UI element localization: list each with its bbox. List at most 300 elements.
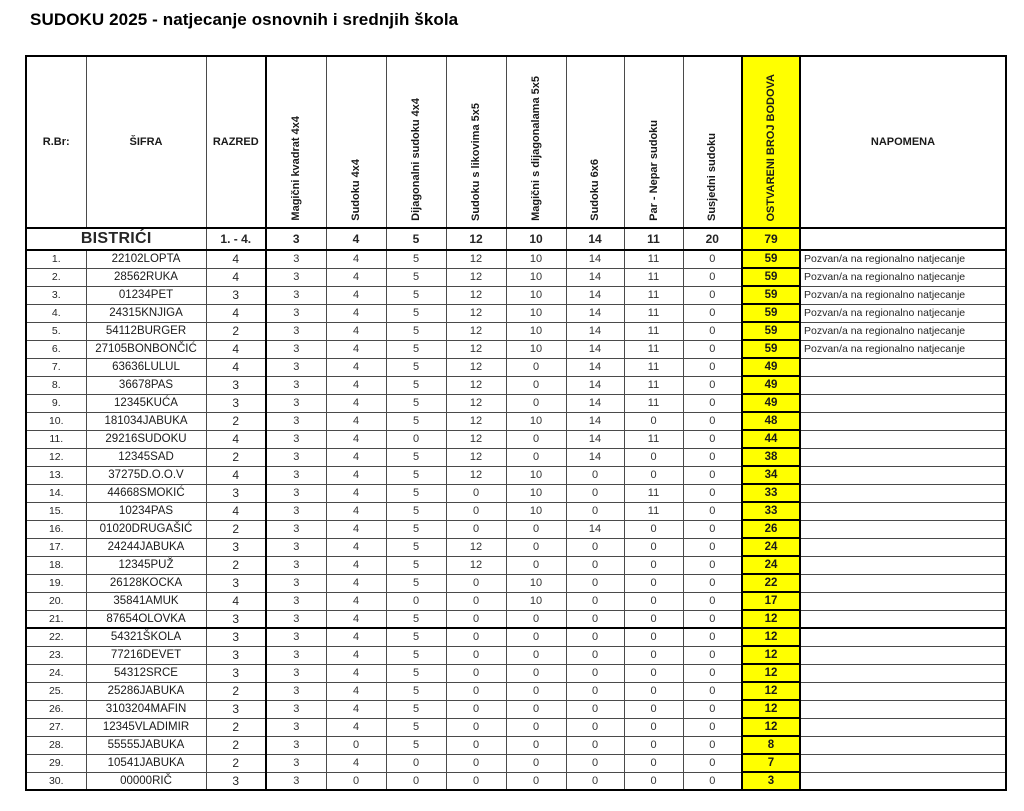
cell-puzzle-score: 3 bbox=[266, 736, 326, 754]
table-row bbox=[26, 718, 1006, 736]
cell-puzzle-score: 0 bbox=[566, 466, 624, 484]
cell-total: 12 bbox=[742, 646, 800, 664]
cell-puzzle-score: 5 bbox=[386, 610, 446, 628]
cell-puzzle-score: 14 bbox=[566, 322, 624, 340]
cell-puzzle-score: 0 bbox=[683, 610, 742, 628]
cell-napomena bbox=[800, 592, 1006, 610]
cell-puzzle-score: 0 bbox=[386, 772, 446, 790]
cell-puzzle-score: 0 bbox=[446, 484, 506, 502]
cell-puzzle-score: 3 bbox=[266, 682, 326, 700]
cell-rbr: 2. bbox=[26, 268, 86, 286]
cell-total: 59 bbox=[742, 268, 800, 286]
cell-puzzle-score: 3 bbox=[266, 502, 326, 520]
cell-puzzle-score: 4 bbox=[326, 574, 386, 592]
cell-napomena: Pozvan/a na regionalno natjecanje bbox=[800, 268, 1006, 286]
cell-puzzle-score: 14 bbox=[566, 304, 624, 322]
cell-razred: 3 bbox=[206, 394, 266, 412]
cell-puzzle-score: 0 bbox=[446, 718, 506, 736]
cell-total: 33 bbox=[742, 484, 800, 502]
table-row bbox=[26, 736, 1006, 754]
cell-napomena bbox=[800, 700, 1006, 718]
cell-puzzle-score: 12 bbox=[446, 394, 506, 412]
cell-puzzle-score: 0 bbox=[683, 502, 742, 520]
cell-puzzle-score: 0 bbox=[683, 466, 742, 484]
cell-puzzle-score: 0 bbox=[624, 556, 683, 574]
cell-puzzle-score: 0 bbox=[624, 574, 683, 592]
header-puzzle-1: Magični kvadrat 4x4 bbox=[266, 56, 326, 228]
header-puzzle-5: Magični s dijagonalama 5x5 bbox=[506, 56, 566, 228]
cell-total: 59 bbox=[742, 286, 800, 304]
cell-puzzle-score: 0 bbox=[506, 538, 566, 556]
cell-rbr: 23. bbox=[26, 646, 86, 664]
cell-razred: 3 bbox=[206, 610, 266, 628]
table-row bbox=[26, 340, 1006, 358]
table-row bbox=[26, 538, 1006, 556]
cell-puzzle-score: 0 bbox=[624, 610, 683, 628]
cell-razred: 2 bbox=[206, 556, 266, 574]
cell-puzzle-score: 12 bbox=[446, 250, 506, 268]
cell-razred: 2 bbox=[206, 736, 266, 754]
cell-rbr: 3. bbox=[26, 286, 86, 304]
cell-puzzle-score: 5 bbox=[386, 304, 446, 322]
table-row bbox=[26, 664, 1006, 682]
cell-total: 12 bbox=[742, 718, 800, 736]
cell-puzzle-score: 5 bbox=[386, 574, 446, 592]
cell-napomena bbox=[800, 466, 1006, 484]
cell-puzzle-score: 11 bbox=[624, 430, 683, 448]
table-row bbox=[26, 592, 1006, 610]
cell-puzzle-score: 4 bbox=[326, 502, 386, 520]
table-row bbox=[26, 448, 1006, 466]
cell-puzzle-score: 4 bbox=[326, 538, 386, 556]
cell-puzzle-score: 0 bbox=[683, 736, 742, 754]
cell-puzzle-score: 0 bbox=[624, 448, 683, 466]
cell-napomena bbox=[800, 556, 1006, 574]
cell-puzzle-score: 0 bbox=[624, 736, 683, 754]
table-row bbox=[26, 484, 1006, 502]
table-row bbox=[26, 646, 1006, 664]
cell-puzzle-score: 0 bbox=[683, 430, 742, 448]
cell-razred: 2 bbox=[206, 718, 266, 736]
cell-puzzle-score: 0 bbox=[446, 592, 506, 610]
cell-puzzle-score: 5 bbox=[386, 250, 446, 268]
cell-total: 49 bbox=[742, 376, 800, 394]
cell-puzzle-score: 0 bbox=[683, 682, 742, 700]
cell-puzzle-score: 0 bbox=[446, 754, 506, 772]
cell-puzzle-score: 3 bbox=[266, 412, 326, 430]
cell-puzzle-score: 11 bbox=[624, 250, 683, 268]
cell-total: 49 bbox=[742, 394, 800, 412]
cell-code: 181034JABUKA bbox=[86, 412, 206, 430]
table-row bbox=[26, 304, 1006, 322]
cell-total: 22 bbox=[742, 574, 800, 592]
cell-total: 8 bbox=[742, 736, 800, 754]
cell-code: 55555JABUKA bbox=[86, 736, 206, 754]
table-row bbox=[26, 520, 1006, 538]
cell-puzzle-score: 14 bbox=[566, 340, 624, 358]
cell-puzzle-score: 0 bbox=[624, 538, 683, 556]
table-row bbox=[26, 394, 1006, 412]
cell-razred: 4 bbox=[206, 592, 266, 610]
cell-puzzle-score: 0 bbox=[624, 664, 683, 682]
cell-rbr: 29. bbox=[26, 754, 86, 772]
cell-total: 48 bbox=[742, 412, 800, 430]
header-puzzle-6: Sudoku 6x6 bbox=[566, 56, 624, 228]
cell-rbr: 11. bbox=[26, 430, 86, 448]
cell-puzzle-score: 5 bbox=[386, 556, 446, 574]
table-row bbox=[26, 358, 1006, 376]
table-row bbox=[26, 574, 1006, 592]
cell-puzzle-score: 0 bbox=[683, 358, 742, 376]
cell-puzzle-score: 4 bbox=[326, 628, 386, 646]
cell-rbr: 28. bbox=[26, 736, 86, 754]
cell-puzzle-score: 11 bbox=[624, 322, 683, 340]
cell-puzzle-score: 0 bbox=[506, 736, 566, 754]
cell-code: 10234PAS bbox=[86, 502, 206, 520]
cell-puzzle-score: 0 bbox=[683, 394, 742, 412]
cell-puzzle-score: 3 bbox=[266, 700, 326, 718]
cell-puzzle-score: 3 bbox=[266, 322, 326, 340]
table-row bbox=[26, 430, 1006, 448]
cell-puzzle-score: 0 bbox=[506, 700, 566, 718]
cell-code: 37275D.O.O.V bbox=[86, 466, 206, 484]
cell-napomena bbox=[800, 538, 1006, 556]
cell-puzzle-score: 14 bbox=[566, 286, 624, 304]
cell-puzzle-score: 4 bbox=[326, 412, 386, 430]
summary-value: 20 bbox=[683, 228, 742, 250]
cell-code: 12345SAD bbox=[86, 448, 206, 466]
cell-razred: 4 bbox=[206, 358, 266, 376]
cell-puzzle-score: 0 bbox=[386, 754, 446, 772]
cell-puzzle-score: 0 bbox=[446, 502, 506, 520]
cell-napomena bbox=[800, 664, 1006, 682]
cell-puzzle-score: 5 bbox=[386, 448, 446, 466]
cell-puzzle-score: 0 bbox=[683, 700, 742, 718]
cell-puzzle-score: 3 bbox=[266, 574, 326, 592]
cell-puzzle-score: 4 bbox=[326, 340, 386, 358]
cell-napomena bbox=[800, 358, 1006, 376]
cell-total: 3 bbox=[742, 772, 800, 790]
cell-puzzle-score: 0 bbox=[683, 538, 742, 556]
cell-razred: 4 bbox=[206, 304, 266, 322]
cell-puzzle-score: 3 bbox=[266, 520, 326, 538]
cell-puzzle-score: 0 bbox=[326, 736, 386, 754]
summary-napomena bbox=[800, 228, 1006, 250]
cell-puzzle-score: 0 bbox=[624, 682, 683, 700]
cell-napomena: Pozvan/a na regionalno natjecanje bbox=[800, 304, 1006, 322]
header-row bbox=[26, 56, 1006, 228]
cell-puzzle-score: 0 bbox=[624, 754, 683, 772]
cell-puzzle-score: 14 bbox=[566, 250, 624, 268]
cell-puzzle-score: 0 bbox=[446, 664, 506, 682]
cell-total: 24 bbox=[742, 538, 800, 556]
cell-rbr: 27. bbox=[26, 718, 86, 736]
cell-code: 27105BONBONČIĆ bbox=[86, 340, 206, 358]
cell-puzzle-score: 0 bbox=[506, 556, 566, 574]
cell-puzzle-score: 0 bbox=[683, 718, 742, 736]
cell-puzzle-score: 14 bbox=[566, 412, 624, 430]
cell-puzzle-score: 0 bbox=[566, 610, 624, 628]
cell-total: 12 bbox=[742, 700, 800, 718]
cell-razred: 3 bbox=[206, 772, 266, 790]
cell-code: 26128KOCKA bbox=[86, 574, 206, 592]
cell-puzzle-score: 10 bbox=[506, 574, 566, 592]
cell-puzzle-score: 5 bbox=[386, 520, 446, 538]
cell-puzzle-score: 11 bbox=[624, 304, 683, 322]
cell-puzzle-score: 0 bbox=[624, 592, 683, 610]
table-row bbox=[26, 610, 1006, 628]
cell-puzzle-score: 0 bbox=[683, 286, 742, 304]
cell-total: 38 bbox=[742, 448, 800, 466]
cell-puzzle-score: 3 bbox=[266, 592, 326, 610]
cell-puzzle-score: 0 bbox=[683, 664, 742, 682]
cell-puzzle-score: 5 bbox=[386, 736, 446, 754]
cell-puzzle-score: 11 bbox=[624, 268, 683, 286]
cell-puzzle-score: 0 bbox=[566, 682, 624, 700]
cell-puzzle-score: 4 bbox=[326, 304, 386, 322]
cell-rbr: 15. bbox=[26, 502, 86, 520]
cell-puzzle-score: 3 bbox=[266, 358, 326, 376]
cell-puzzle-score: 12 bbox=[446, 556, 506, 574]
cell-rbr: 22. bbox=[26, 628, 86, 646]
cell-puzzle-score: 4 bbox=[326, 646, 386, 664]
cell-puzzle-score: 5 bbox=[386, 268, 446, 286]
cell-puzzle-score: 5 bbox=[386, 664, 446, 682]
cell-puzzle-score: 12 bbox=[446, 430, 506, 448]
cell-puzzle-score: 4 bbox=[326, 286, 386, 304]
cell-puzzle-score: 0 bbox=[506, 718, 566, 736]
cell-napomena bbox=[800, 484, 1006, 502]
cell-puzzle-score: 4 bbox=[326, 484, 386, 502]
cell-puzzle-score: 0 bbox=[683, 484, 742, 502]
cell-razred: 4 bbox=[206, 502, 266, 520]
results-table bbox=[25, 55, 1007, 791]
cell-puzzle-score: 0 bbox=[446, 610, 506, 628]
cell-puzzle-score: 0 bbox=[624, 772, 683, 790]
cell-code: 25286JABUKA bbox=[86, 682, 206, 700]
table-row bbox=[26, 502, 1006, 520]
cell-puzzle-score: 0 bbox=[566, 538, 624, 556]
cell-napomena bbox=[800, 376, 1006, 394]
cell-puzzle-score: 12 bbox=[446, 466, 506, 484]
cell-puzzle-score: 0 bbox=[624, 466, 683, 484]
cell-puzzle-score: 3 bbox=[266, 376, 326, 394]
cell-puzzle-score: 12 bbox=[446, 286, 506, 304]
cell-puzzle-score: 5 bbox=[386, 340, 446, 358]
cell-puzzle-score: 3 bbox=[266, 250, 326, 268]
cell-puzzle-score: 0 bbox=[506, 646, 566, 664]
cell-puzzle-score: 0 bbox=[506, 358, 566, 376]
cell-rbr: 26. bbox=[26, 700, 86, 718]
header-razred: RAZRED bbox=[206, 56, 266, 228]
cell-rbr: 10. bbox=[26, 412, 86, 430]
cell-rbr: 9. bbox=[26, 394, 86, 412]
cell-puzzle-score: 4 bbox=[326, 556, 386, 574]
cell-total: 59 bbox=[742, 322, 800, 340]
cell-code: 10541JABUKA bbox=[86, 754, 206, 772]
cell-razred: 4 bbox=[206, 340, 266, 358]
cell-rbr: 17. bbox=[26, 538, 86, 556]
cell-napomena: Pozvan/a na regionalno natjecanje bbox=[800, 322, 1006, 340]
cell-puzzle-score: 4 bbox=[326, 430, 386, 448]
cell-puzzle-score: 5 bbox=[386, 628, 446, 646]
cell-napomena bbox=[800, 574, 1006, 592]
cell-puzzle-score: 14 bbox=[566, 268, 624, 286]
cell-puzzle-score: 0 bbox=[566, 484, 624, 502]
cell-puzzle-score: 3 bbox=[266, 772, 326, 790]
cell-puzzle-score: 3 bbox=[266, 484, 326, 502]
cell-puzzle-score: 0 bbox=[446, 772, 506, 790]
cell-rbr: 24. bbox=[26, 664, 86, 682]
cell-puzzle-score: 4 bbox=[326, 682, 386, 700]
cell-puzzle-score: 5 bbox=[386, 358, 446, 376]
cell-puzzle-score: 3 bbox=[266, 646, 326, 664]
table-row bbox=[26, 628, 1006, 646]
cell-total: 34 bbox=[742, 466, 800, 484]
cell-puzzle-score: 0 bbox=[506, 448, 566, 466]
cell-puzzle-score: 14 bbox=[566, 376, 624, 394]
cell-puzzle-score: 0 bbox=[683, 412, 742, 430]
cell-napomena bbox=[800, 610, 1006, 628]
cell-razred: 4 bbox=[206, 430, 266, 448]
cell-puzzle-score: 12 bbox=[446, 322, 506, 340]
cell-puzzle-score: 4 bbox=[326, 394, 386, 412]
cell-puzzle-score: 0 bbox=[624, 700, 683, 718]
cell-razred: 3 bbox=[206, 628, 266, 646]
cell-puzzle-score: 0 bbox=[683, 304, 742, 322]
cell-rbr: 12. bbox=[26, 448, 86, 466]
cell-razred: 2 bbox=[206, 682, 266, 700]
header-puzzle-2: Sudoku 4x4 bbox=[326, 56, 386, 228]
cell-puzzle-score: 11 bbox=[624, 340, 683, 358]
cell-puzzle-score: 3 bbox=[266, 628, 326, 646]
cell-puzzle-score: 10 bbox=[506, 502, 566, 520]
cell-puzzle-score: 0 bbox=[683, 340, 742, 358]
summary-value: 10 bbox=[506, 228, 566, 250]
cell-puzzle-score: 0 bbox=[506, 394, 566, 412]
cell-rbr: 30. bbox=[26, 772, 86, 790]
cell-razred: 2 bbox=[206, 754, 266, 772]
table-row bbox=[26, 700, 1006, 718]
header-rbr: R.Br: bbox=[26, 56, 86, 228]
cell-razred: 3 bbox=[206, 484, 266, 502]
cell-puzzle-score: 5 bbox=[386, 376, 446, 394]
cell-puzzle-score: 11 bbox=[624, 376, 683, 394]
cell-rbr: 25. bbox=[26, 682, 86, 700]
cell-puzzle-score: 0 bbox=[506, 520, 566, 538]
cell-total: 24 bbox=[742, 556, 800, 574]
cell-puzzle-score: 14 bbox=[566, 520, 624, 538]
cell-puzzle-score: 0 bbox=[624, 718, 683, 736]
header-napomena: NAPOMENA bbox=[800, 56, 1006, 228]
cell-puzzle-score: 4 bbox=[326, 376, 386, 394]
cell-total: 7 bbox=[742, 754, 800, 772]
summary-value: 4 bbox=[326, 228, 386, 250]
cell-puzzle-score: 10 bbox=[506, 250, 566, 268]
cell-total: 33 bbox=[742, 502, 800, 520]
cell-razred: 2 bbox=[206, 448, 266, 466]
cell-puzzle-score: 3 bbox=[266, 556, 326, 574]
cell-puzzle-score: 0 bbox=[683, 556, 742, 574]
cell-puzzle-score: 5 bbox=[386, 718, 446, 736]
cell-puzzle-score: 0 bbox=[566, 700, 624, 718]
cell-puzzle-score: 0 bbox=[446, 574, 506, 592]
cell-puzzle-score: 12 bbox=[446, 358, 506, 376]
cell-razred: 3 bbox=[206, 574, 266, 592]
cell-rbr: 6. bbox=[26, 340, 86, 358]
header-puzzle-7: Par - Nepar sudoku bbox=[624, 56, 683, 228]
cell-puzzle-score: 4 bbox=[326, 520, 386, 538]
cell-puzzle-score: 10 bbox=[506, 340, 566, 358]
cell-rbr: 7. bbox=[26, 358, 86, 376]
cell-puzzle-score: 0 bbox=[506, 628, 566, 646]
cell-rbr: 14. bbox=[26, 484, 86, 502]
cell-napomena bbox=[800, 430, 1006, 448]
summary-school-name: BISTRIĆI bbox=[26, 228, 206, 250]
table-row bbox=[26, 556, 1006, 574]
cell-code: 35841AMUK bbox=[86, 592, 206, 610]
cell-napomena bbox=[800, 520, 1006, 538]
cell-puzzle-score: 0 bbox=[683, 448, 742, 466]
cell-razred: 2 bbox=[206, 322, 266, 340]
summary-razred: 1. - 4. bbox=[206, 228, 266, 250]
cell-puzzle-score: 3 bbox=[266, 304, 326, 322]
cell-puzzle-score: 3 bbox=[266, 754, 326, 772]
cell-napomena bbox=[800, 736, 1006, 754]
cell-code: 54321ŠKOLA bbox=[86, 628, 206, 646]
cell-napomena bbox=[800, 772, 1006, 790]
cell-rbr: 8. bbox=[26, 376, 86, 394]
table-row bbox=[26, 268, 1006, 286]
cell-puzzle-score: 0 bbox=[506, 610, 566, 628]
cell-rbr: 21. bbox=[26, 610, 86, 628]
cell-rbr: 4. bbox=[26, 304, 86, 322]
cell-puzzle-score: 0 bbox=[566, 502, 624, 520]
cell-puzzle-score: 3 bbox=[266, 664, 326, 682]
cell-puzzle-score: 0 bbox=[566, 772, 624, 790]
cell-puzzle-score: 3 bbox=[266, 340, 326, 358]
cell-puzzle-score: 0 bbox=[506, 754, 566, 772]
cell-puzzle-score: 0 bbox=[506, 430, 566, 448]
cell-puzzle-score: 3 bbox=[266, 394, 326, 412]
cell-code: 3103204MAFIN bbox=[86, 700, 206, 718]
header-puzzle-3: Dijagonalni sudoku 4x4 bbox=[386, 56, 446, 228]
cell-puzzle-score: 10 bbox=[506, 268, 566, 286]
cell-razred: 4 bbox=[206, 268, 266, 286]
cell-rbr: 1. bbox=[26, 250, 86, 268]
cell-code: 44668SMOKIĆ bbox=[86, 484, 206, 502]
cell-code: 12345KUĆA bbox=[86, 394, 206, 412]
cell-puzzle-score: 0 bbox=[683, 646, 742, 664]
cell-puzzle-score: 5 bbox=[386, 394, 446, 412]
table-row bbox=[26, 754, 1006, 772]
cell-puzzle-score: 0 bbox=[506, 664, 566, 682]
cell-total: 12 bbox=[742, 682, 800, 700]
cell-razred: 3 bbox=[206, 376, 266, 394]
cell-puzzle-score: 0 bbox=[446, 646, 506, 664]
cell-puzzle-score: 11 bbox=[624, 358, 683, 376]
cell-napomena bbox=[800, 646, 1006, 664]
table-row bbox=[26, 682, 1006, 700]
cell-puzzle-score: 0 bbox=[386, 430, 446, 448]
cell-puzzle-score: 0 bbox=[566, 556, 624, 574]
cell-puzzle-score: 0 bbox=[386, 592, 446, 610]
cell-puzzle-score: 0 bbox=[683, 574, 742, 592]
cell-puzzle-score: 0 bbox=[506, 376, 566, 394]
page-title: SUDOKU 2025 - natjecanje osnovnih i srednjih škola bbox=[30, 10, 459, 29]
cell-puzzle-score: 5 bbox=[386, 466, 446, 484]
cell-puzzle-score: 14 bbox=[566, 394, 624, 412]
